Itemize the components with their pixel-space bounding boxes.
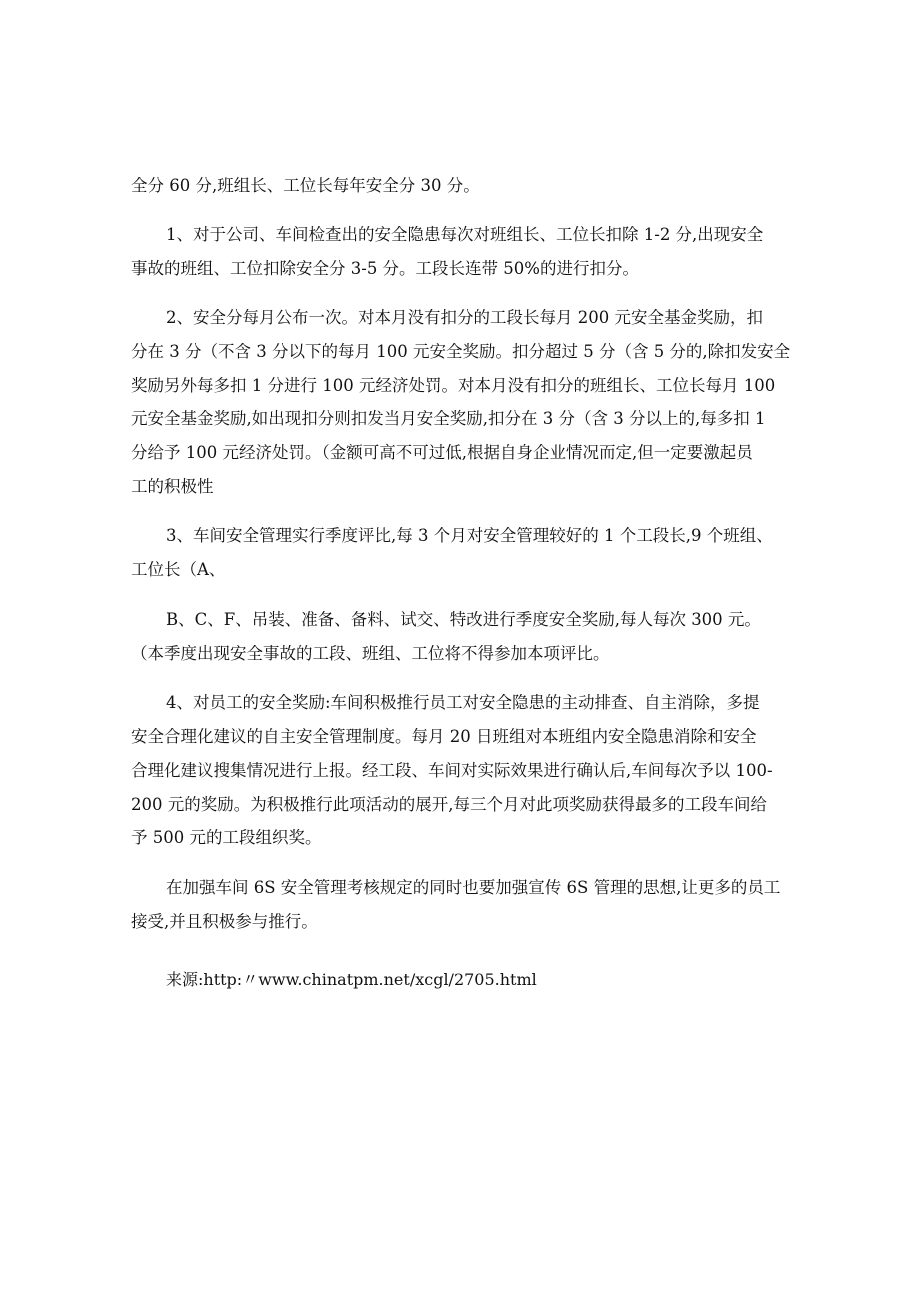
text-line: 1、对于公司、车间检查出的安全隐患每次对班组长、工位长扣除 1-2 分,出现安全 xyxy=(166,225,764,244)
text-line: 事故的班组、工位扣除安全分 3-5 分。工段长连带 50%的进行扣分。 xyxy=(131,259,639,278)
text-line: 接受,并且积极参与推行。 xyxy=(131,912,318,931)
text-line: 合理化建议搜集情况进行上报。经工段、车间对实际效果进行确认后,车间每次予以 100- xyxy=(131,761,773,780)
text-line: 4、对员工的安全奖励:车间积极推行员工对安全隐患的主动排查、自主消除，多提 xyxy=(166,693,760,712)
text-line: （本季度出现安全事故的工段、班组、工位将不得参加本项评比。 xyxy=(131,644,610,663)
text-line: 3、车间安全管理实行季度评比,每 3 个月对安全管理较好的 1 个工段长,9 个班组、 xyxy=(166,526,773,545)
text-line: 工位长（A、 xyxy=(131,560,226,579)
text-line: 奖励另外每多扣 1 分进行 100 元经济处罚。对本月没有扣分的班组长、工位长每月 100 xyxy=(131,376,776,395)
text-line: 元安全基金奖励,如出现扣分则扣发当月安全奖励,扣分在 3 分（含 3 分以上的,每多扣 1 xyxy=(131,409,766,428)
text-line: 分在 3 分（不含 3 分以下的每月 100 元安全奖励。扣分超过 5 分（含 5 分的,除扣发安全 xyxy=(131,342,791,361)
text-line: 2、安全分每月公布一次。对本月没有扣分的工段长每月 200 元安全基金奖励，扣 xyxy=(166,308,763,327)
text-line: 在加强车间 6S 安全管理考核规定的同时也要加强宣传 6S 管理的思想,让更多的员工 xyxy=(166,878,781,897)
text-line: 全分 60 分,班组长、工位长每年安全分 30 分。 xyxy=(131,176,480,195)
text-line: B、C、F、吊装、准备、备料、试交、特改进行季度安全奖励,每人每次 300 元。 xyxy=(166,610,761,629)
text-line: 工的积极性 xyxy=(131,477,214,496)
source-link: 来源:http:〃www.chinatpm.net/xcgl/2705.html xyxy=(166,970,537,989)
text-line: 200 元的奖励。为积极推行此项活动的展开,每三个月对此项奖励获得最多的工段车间给 xyxy=(131,795,767,814)
text-line: 分给予 100 元经济处罚。（金额可高不可过低,根据自身企业情况而定,但一定要激起员 xyxy=(131,443,753,462)
text-line: 予 500 元的工段组织奖。 xyxy=(131,828,322,847)
text-line: 安全合理化建议的自主安全管理制度。每月 20 日班组对本班组内安全隐患消除和安全 xyxy=(131,727,757,746)
